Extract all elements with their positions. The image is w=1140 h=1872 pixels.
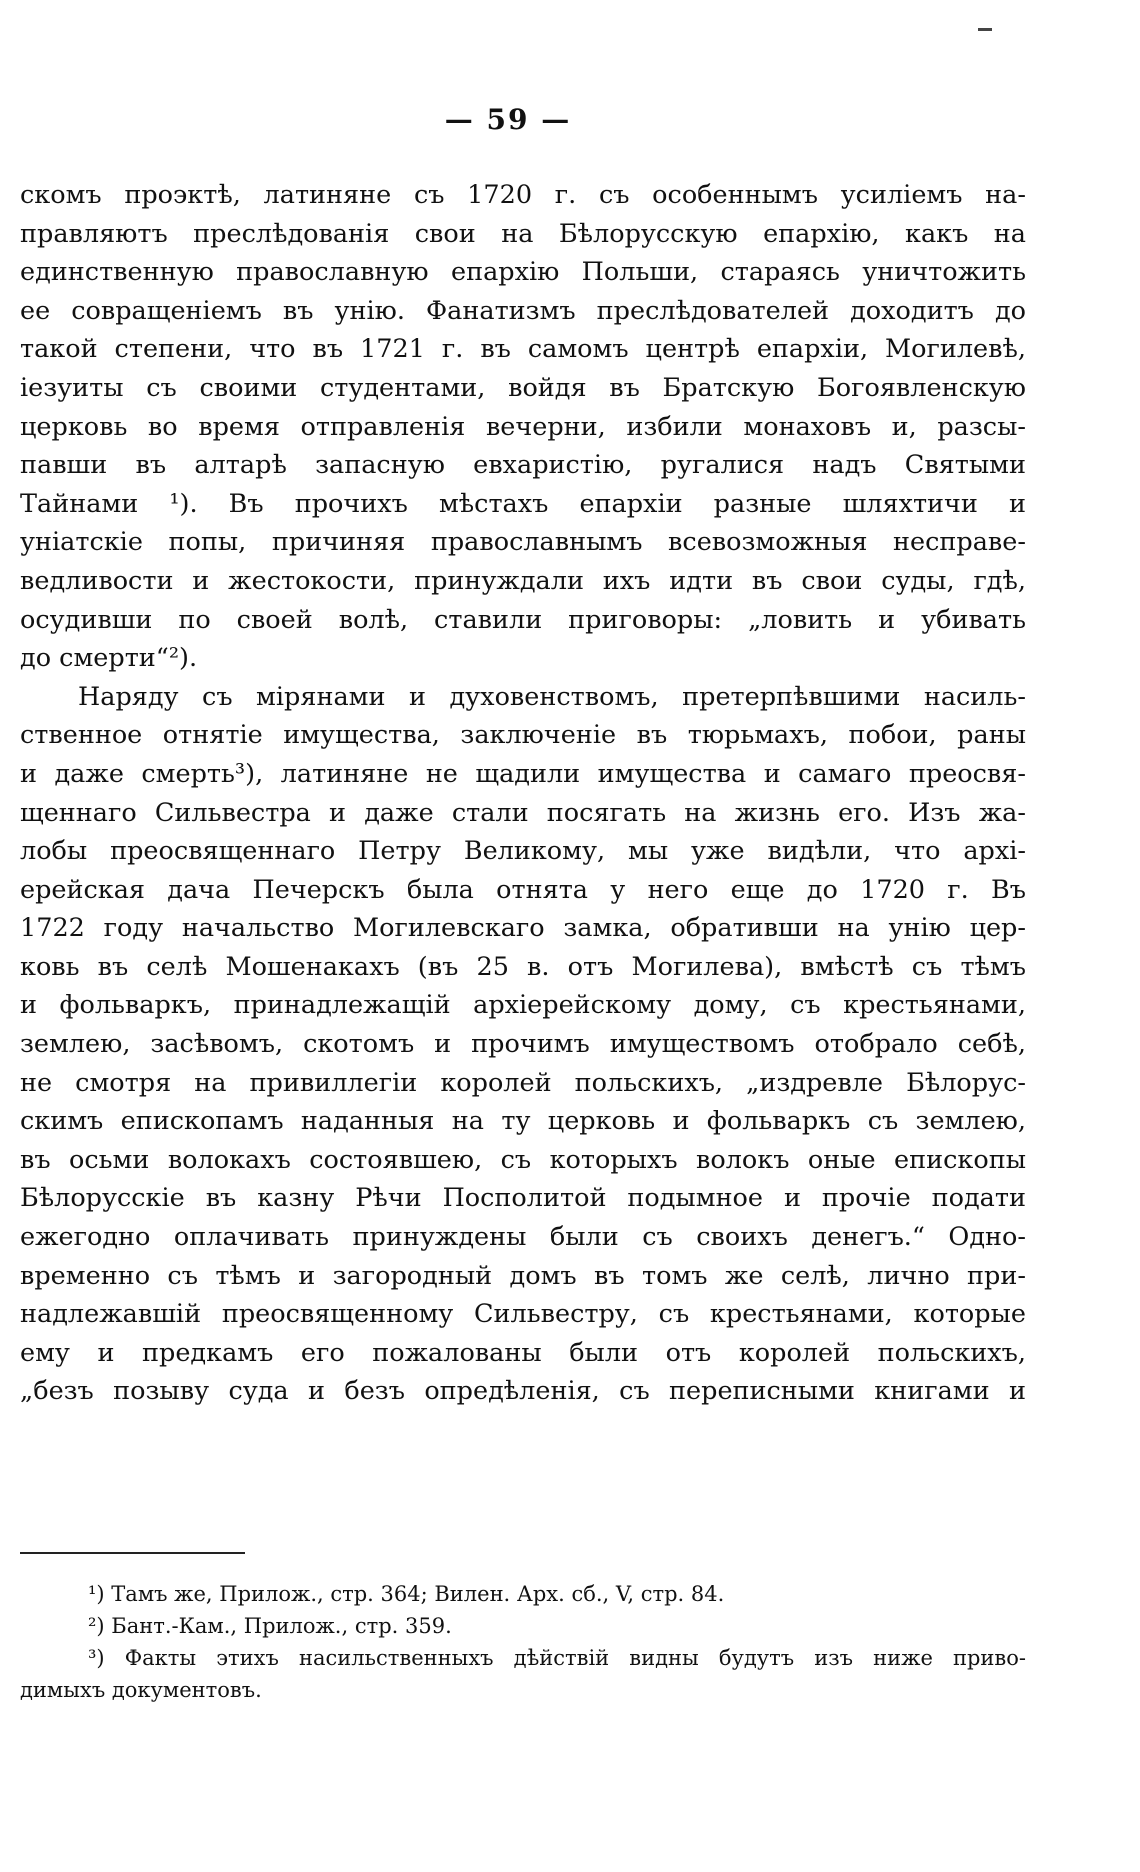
text-line: лобы преосвященнаго Петру Великому, мы уже видѣли, что архі- [20, 836, 1026, 867]
text-line: осудивши по своей волѣ, ставили приговоры: „ловить и убивать [20, 604, 1026, 635]
page-number: — 59 — [444, 103, 572, 136]
text-line: ее совращеніемъ въ унію. Фанатизмъ преслѣдователей доходитъ до [20, 295, 1026, 326]
text-line: павши въ алтарѣ запасную евхаристію, ругалися надъ Святыми [20, 450, 1026, 481]
text-line: и фольваркъ, принадлежащій архіерейскому дому, съ крестьянами, [20, 990, 1026, 1021]
text-line: ведливости и жестокости, принуждали ихъ идти въ свои суды, гдѣ, [20, 565, 1026, 596]
text-line: такой степени, что въ 1721 г. въ самомъ центрѣ епархіи, Могилевѣ, [20, 334, 1026, 365]
text-line: временно съ тѣмъ и загородный домъ въ томъ же селѣ, лично при- [20, 1260, 1026, 1291]
text-line: уніатскіе попы, причиняя православнымъ всевозможныя несправе- [20, 527, 1026, 558]
text-line: надлежавшій преосвященному Сильвестру, съ крестьянами, которые [20, 1299, 1026, 1330]
text-line: не смотря на привиллегіи королей польскихъ, „издревле Бѣлорус- [20, 1067, 1026, 1098]
text-line: іезуиты съ своими студентами, войдя въ Братскую Богоявленскую [20, 372, 1026, 403]
footnote-divider [20, 1552, 245, 1554]
text-line: 1722 году начальство Могилевскаго замка, обративши на унію цер- [20, 913, 1026, 944]
body-text [20, 176, 1026, 1411]
text-line: Бѣлорусскіе въ казну Рѣчи Посполитой подымное и прочіе подати [20, 1183, 1026, 1214]
text-line: землею, засѣвомъ, скотомъ и прочимъ имуществомъ отобрало себѣ, [20, 1029, 1026, 1060]
text-line: скимъ епископамъ наданныя на ту церковь и фольваркъ съ землею, [20, 1106, 1026, 1137]
paragraph-start-line: Наряду съ мірянами и духовенствомъ, претерпѣвшими насиль- [78, 681, 1026, 712]
text-line: ственное отнятіе имущества, заключеніе въ тюрьмахъ, побои, раны [20, 720, 1026, 751]
text-line: единственную православную епархію Польши, стараясь уничтожить [20, 257, 1026, 288]
text-line: до смерти“²). [20, 643, 198, 674]
text-line: правляютъ преслѣдованія свои на Бѣлорусскую епархію, какъ на [20, 218, 1026, 249]
text-line: щеннаго Сильвестра и даже стали посягать на жизнь его. Изъ жа- [20, 797, 1026, 828]
text-line: въ осьми волокахъ состоявшею, съ которыхъ волокъ оные епископы [20, 1144, 1026, 1175]
footnotes [20, 1578, 1026, 1706]
text-line: ковь въ селѣ Мошенакахъ (въ 25 в. отъ Могилева), вмѣстѣ съ тѣмъ [20, 951, 1026, 982]
text-line: ежегодно оплачивать принуждены были съ своихъ денегъ.“ Одно- [20, 1222, 1026, 1253]
footnote-1: ¹) Тамъ же, Прилож., стр. 364; Вилен. Арх. сб., V, стр. 84. [88, 1582, 725, 1606]
text-line: ерейская дача Печерскъ была отнята у него еще до 1720 г. Въ [20, 874, 1026, 905]
footnote-3: ³) Факты этихъ насильственныхъ дѣйствій видны будутъ изъ ниже приво- [88, 1646, 1026, 1670]
text-line: „безъ позыву суда и безъ опредѣленія, съ переписными книгами и [20, 1376, 1026, 1407]
text-line: ему и предкамъ его пожалованы были отъ королей польскихъ, [20, 1337, 1026, 1368]
footnote-2: ²) Бант.-Кам., Прилож., стр. 359. [88, 1614, 452, 1638]
text-line: скомъ проэктѣ, латиняне съ 1720 г. съ особеннымъ усиліемъ на- [20, 180, 1026, 210]
margin-mark [978, 28, 992, 31]
text-line: церковь во время отправленія вечерни, избили монаховъ и, разсы- [20, 411, 1026, 442]
text-line: и даже смерть³), латиняне не щадили имущества и самаго преосвя- [20, 758, 1026, 789]
text-line: Тайнами ¹). Въ прочихъ мѣстахъ епархіи разные шляхтичи и [20, 488, 1026, 519]
footnote-3-continuation: димыхъ документовъ. [20, 1678, 262, 1702]
